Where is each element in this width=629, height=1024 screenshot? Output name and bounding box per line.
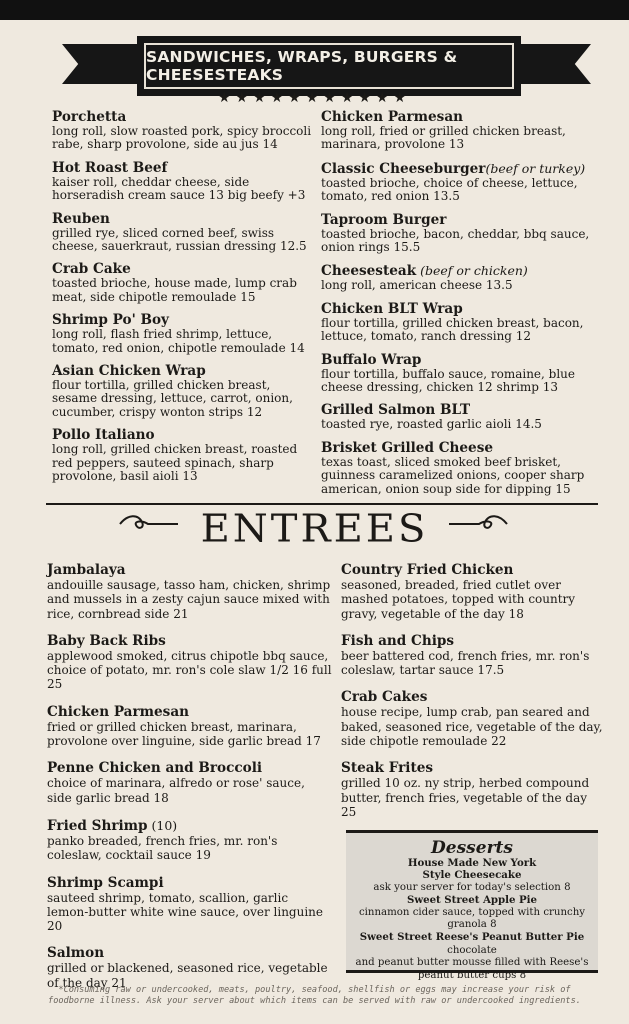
flourish-right-icon bbox=[447, 512, 509, 536]
menu-item bbox=[47, 563, 332, 621]
menu-item bbox=[341, 761, 606, 819]
item-name: Reuben bbox=[52, 210, 110, 227]
item-desc: house recipe, lump crab, pan seared and baked, seasoned rice, vegetable of the day, side chipotle remoulade 22 bbox=[341, 705, 603, 749]
item-desc: toasted brioche, house made, lump crab meat, side chipotle remoulade 15 bbox=[52, 276, 297, 304]
item-desc: texas toast, sliced smoked beef brisket, guinness caramelized onions, cooper sharp american, onion soup side for dipping 15 bbox=[321, 454, 585, 496]
desserts-box bbox=[346, 830, 598, 981]
item-name: Asian Chicken Wrap bbox=[52, 363, 206, 380]
item-desc: long roll, fried or grilled chicken breast, marinara, provolone 13 bbox=[321, 124, 566, 152]
item-name: Crab Cake bbox=[52, 261, 131, 278]
entrees-heading: ENTREES bbox=[200, 507, 429, 551]
dessert-desc: granola 8 bbox=[447, 919, 497, 931]
item-desc: grilled 10 oz. ny strip, herbed compound butter, french fries, vegetable of the day 25 bbox=[341, 776, 590, 819]
item-name: Chicken BLT Wrap bbox=[321, 300, 463, 317]
item-name: Fried Shrimp bbox=[47, 817, 148, 834]
menu-item bbox=[341, 690, 606, 748]
item-name: Taproom Burger bbox=[321, 211, 447, 228]
item-desc: sauteed shrimp, tomato, scallion, garlic lemon-butter white wine sauce, over linguine 20 bbox=[47, 890, 323, 934]
desserts-title: Desserts bbox=[431, 838, 513, 858]
item-desc: andouille sausage, tasso ham, chicken, shrimp and mussels in a zesty cajun sauce mixed with rice, cornbread side 21 bbox=[47, 578, 331, 621]
item-name: Brisket Grilled Cheese bbox=[321, 439, 493, 456]
item-desc: choice of marinara, alfredo or rose' sauce, side garlic bread 18 bbox=[47, 776, 305, 805]
item-desc: fried or grilled chicken breast, marinara, provolone over linguine, side garlic bread 17 bbox=[47, 719, 321, 749]
item-name: Shrimp Scampi bbox=[47, 874, 164, 891]
item-name: Pollo Italiano bbox=[52, 427, 155, 444]
item-name: Porchetta bbox=[52, 109, 127, 125]
item-desc: toasted brioche, choice of cheese, lettuce, tomato, red onion 13.5 bbox=[321, 175, 578, 204]
menu-item bbox=[52, 212, 314, 254]
item-name: Jambalaya bbox=[47, 562, 126, 578]
item-name: Cheesesteak bbox=[321, 263, 417, 280]
top-bar bbox=[0, 0, 629, 20]
dessert-reese-line bbox=[346, 931, 598, 957]
sandwiches-left-column bbox=[52, 110, 314, 493]
item-name: Classic Cheeseburger bbox=[321, 160, 486, 177]
item-name: Shrimp Po' Boy bbox=[52, 312, 169, 329]
item-desc: kaiser roll, cheddar cheese, side horseradish cream sauce 13 big beefy +3 bbox=[52, 174, 306, 203]
item-name: Penne Chicken and Broccoli bbox=[47, 760, 263, 777]
menu-item bbox=[321, 263, 601, 292]
dessert-name: Sweet Street Reese's Peanut Butter Pie bbox=[359, 931, 585, 944]
sandwiches-right-column bbox=[321, 110, 601, 505]
item-desc: seasoned, breaded, fried cutlet over mashed potatoes, topped with country gravy, vegetable of the day 18 bbox=[341, 578, 576, 621]
menu-item bbox=[47, 761, 332, 805]
entrees-left-column bbox=[47, 563, 332, 1003]
dessert-desc: and peanut butter mousse filled with Reese's bbox=[355, 957, 589, 969]
allergen-footnote bbox=[20, 985, 609, 1007]
menu-item bbox=[47, 818, 332, 863]
dessert-name: Style Cheesecake bbox=[422, 869, 522, 882]
section-rule bbox=[46, 503, 598, 505]
menu-item bbox=[52, 161, 314, 203]
menu-item bbox=[47, 946, 332, 990]
menu-item bbox=[47, 634, 332, 692]
item-note: (10) bbox=[147, 817, 178, 833]
item-name: Crab Cakes bbox=[341, 689, 428, 706]
menu-item bbox=[321, 110, 601, 152]
menu-item bbox=[52, 428, 314, 483]
item-name: Salmon bbox=[47, 945, 105, 962]
sandwiches-heading: SANDWICHES, WRAPS, BURGERS & CHEESESTEAKS bbox=[144, 43, 514, 89]
dessert-desc: chocolate bbox=[447, 944, 497, 956]
item-desc: toasted brioche, bacon, cheddar, bbq sauce, onion rings 15.5 bbox=[321, 226, 590, 255]
menu-item bbox=[321, 441, 601, 496]
item-name: Baby Back Ribs bbox=[47, 632, 166, 649]
entrees-right-column bbox=[341, 563, 606, 832]
menu-item bbox=[52, 313, 314, 355]
item-name: Chicken Parmesan bbox=[47, 703, 190, 720]
stars-divider: ★★★★★★★★★★★ bbox=[217, 90, 412, 106]
menu-item bbox=[321, 302, 601, 344]
item-desc: applewood smoked, citrus chipotle bbq sauce, choice of potato, mr. ron's cole slaw 1/2 16 full 25 bbox=[47, 648, 332, 692]
menu-item bbox=[47, 876, 332, 934]
item-name: Steak Frites bbox=[341, 760, 434, 777]
dessert-desc: ask your server for today's selection 8 bbox=[373, 881, 571, 893]
banner-box bbox=[137, 36, 521, 96]
footnote-line: foodborne illness. Ask your server about which items can be served with raw or undercooked ingredients. bbox=[48, 996, 581, 1006]
section-banner bbox=[0, 36, 629, 94]
item-name: Fish and Chips bbox=[341, 632, 455, 649]
menu-item bbox=[321, 161, 601, 204]
menu-item bbox=[321, 213, 601, 255]
footnote-line: *Consuming raw or undercooked, meats, poultry, seafood, shellfish or eggs may increase your risk of bbox=[58, 985, 571, 995]
item-desc: grilled or blackened, seasoned rice, vegetable of the day 21 bbox=[47, 961, 328, 990]
item-desc: beer battered cod, french fries, mr. ron's coleslaw, tartar sauce 17.5 bbox=[341, 648, 590, 678]
item-note: (beef or chicken) bbox=[416, 263, 528, 279]
menu-item bbox=[52, 364, 314, 419]
item-desc: flour tortilla, grilled chicken breast, bacon, lettuce, tomato, ranch dressing 12 bbox=[321, 315, 584, 344]
dessert-name: House Made New York bbox=[407, 857, 537, 869]
item-desc: grilled rye, sliced corned beef, swiss cheese, sauerkraut, russian dressing 12.5 bbox=[52, 225, 307, 254]
menu-item bbox=[341, 634, 606, 678]
item-desc: toasted rye, roasted garlic aioli 14.5 bbox=[321, 417, 542, 432]
menu-item bbox=[321, 353, 601, 395]
item-desc: flour tortilla, buffalo sauce, romaine, blue cheese dressing, chicken 12 shrimp 13 bbox=[321, 366, 576, 395]
dessert-name: Sweet Street Apple Pie bbox=[406, 894, 538, 907]
menu-item bbox=[47, 705, 332, 749]
menu-item bbox=[321, 403, 601, 431]
item-note: (beef or turkey) bbox=[485, 160, 586, 176]
item-desc: flour tortilla, grilled chicken breast, sesame dressing, lettuce, carrot, onion, cucumber, crispy wonton strips 12 bbox=[52, 378, 293, 419]
item-desc: panko breaded, french fries, mr. ron's coleslaw, cocktail sauce 19 bbox=[47, 833, 278, 863]
item-name: Grilled Salmon BLT bbox=[321, 402, 471, 419]
item-desc: long roll, slow roasted pork, spicy broccoli rabe, sharp provolone, side au jus 14 bbox=[52, 124, 312, 152]
item-name: Buffalo Wrap bbox=[321, 351, 422, 368]
item-name: Chicken Parmesan bbox=[321, 109, 464, 125]
menu-item bbox=[52, 262, 314, 304]
menu-item bbox=[52, 110, 314, 152]
item-desc: long roll, flash fried shrimp, lettuce, tomato, red onion, chipotle remoulade 14 bbox=[52, 327, 305, 355]
menu-item bbox=[341, 563, 606, 621]
dessert-desc: peanut butter cups 8 bbox=[417, 969, 527, 981]
dessert-desc: cinnamon cider sauce, topped with crunchy bbox=[358, 906, 586, 918]
item-desc: long roll, american cheese 13.5 bbox=[321, 278, 513, 293]
item-name: Hot Roast Beef bbox=[52, 159, 168, 176]
item-name: Country Fried Chicken bbox=[341, 562, 514, 578]
item-desc: long roll, grilled chicken breast, roasted red peppers, sauteed spinach, sharp provolone, basil aioli 13 bbox=[52, 442, 298, 484]
